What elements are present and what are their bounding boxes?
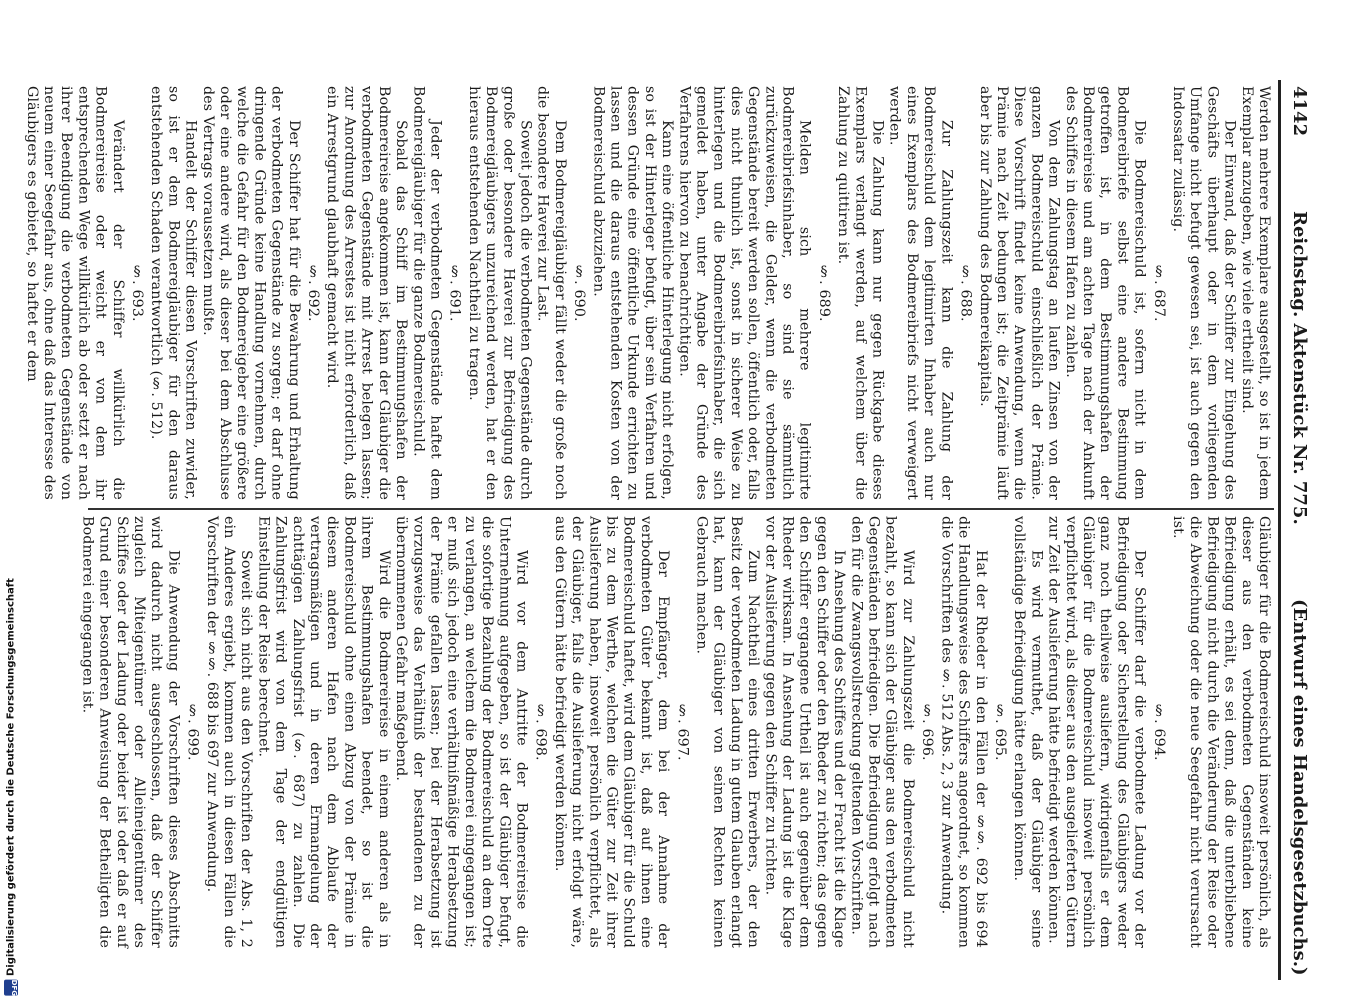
section-heading: §. 694. xyxy=(1150,703,1167,761)
paragraph: Die Bodmereischuld ist, sofern nicht in dem Bodmereibriefe selbst eine andere Bestimmung getroffen ist, in dem Bestimmungshafen der Bodmereireise und am achten Tage nach der Ankunft des Schiffes in diesem Hafen zu zahlen. xyxy=(1062,86,1148,500)
paragraph: Von dem Zahlungstag an laufen Zinsen von der ganzen Bodmereischuld einschließlich der Prämie. Diese Vorschrift findet keine Anwendung, wenn die Prämie nach Zeit bedungen ist; die Zeitprämie läuft aber bis zur Zahlung des Bodmereikapitals. xyxy=(976,86,1062,500)
paragraph: Wird vor dem Antritte der Bodmereireise die Unternehmung aufgegeben, so ist der Gläubiger befugt, die sofortige Bezahlung der Bodmereischuld an dem Orte zu verlangen, an welchem die Bodmerei eingegangen ist; er muß sich jedoch eine verhältnißmäßige Herabsetzung der Prämie gefallen lassen; bei der Herabsetzung ist vorzugsweise das Verhältniß der bestandenen zu der übernommenen Gefahr maßgebend. xyxy=(393,516,530,948)
digitization-credit xyxy=(2,577,20,996)
paragraph: In Ansehung des Schiffes und der Fracht ist die Klage gegen den Schiffer oder den Rheder zu richten; das gegen den Schiffer ergangene Urtheil ist auch gegenüber dem Rheder wirksam. In Ansehung der Ladung ist die Klage vor der Auslieferung gegen den Schiffer zu richten. xyxy=(762,516,848,948)
paragraph: Soweit sich nicht aus den Vorschriften der Abs. 1, 2 ein Anderes ergiebt, kommen auch in diesen Fällen die Vorschriften der §§. 688 bis 697 zur Anwendung. xyxy=(203,516,255,948)
section-heading: §. 687. xyxy=(1150,264,1167,322)
paragraph: Melden sich mehrere legitimirte Bodmereibriefsinhaber, so sind sie sämmtlich zurückzuweisen, die Gelder, wenn die verbodmeten Gegenstände bereit werden sollen, öffentlich oder, falls dies nicht thunlich ist, sonst in sicherer Weise zu hinterlegen und die Bodmereibriefsinhaber, die sich gemeldet haben, unter Angabe der Gründe des Verfahrens hiervon zu benachrichtigen. xyxy=(676,86,813,500)
section-heading: §. 688. xyxy=(957,264,974,322)
credit-text: Digitalisierung gefördert durch die Deutsche Forschungsgemeinschaft xyxy=(5,577,17,976)
section-heading: §. 692. xyxy=(305,264,322,322)
paragraph: Wird zur Zahlungszeit die Bodmereischuld nicht bezahlt, so kann sich der Gläubiger aus den verbodmeten Gegenständen befriedigen. Die Befriedigung erfolgt nach den für die Zwangsvollstreckung geltenden Vorschriften. xyxy=(848,516,916,948)
paragraph: Die Zahlung kann nur gegen Rückgabe dieses Exemplars verlangt werden, auf welchem über die Zahlung zu quittiren ist. xyxy=(835,86,886,500)
section-heading: §. 695. xyxy=(991,703,1008,761)
page-title: Reichstag. Aktenstück Nr. 775. xyxy=(1289,210,1310,525)
paragraph: Kann eine öffentliche Hinterlegung nicht erfolgen, so ist der Hinterleger befugt, über sein Verfahren und dessen Gründe eine öffentliche Urkunde errichten zu lassen und die daraus entstehenden Kosten von der Bodmereischuld abzuziehen. xyxy=(590,86,676,500)
section-heading: §. 696. xyxy=(919,703,936,761)
page-header xyxy=(1284,86,1310,976)
paragraph: Werden mehrere Exemplare ausgestellt, so ist in jedem Exemplar anzugeben, wie viele ertheilt sind. xyxy=(1238,86,1272,500)
paragraph: Hat der Rheder in den Fällen der §§. 692 bis 694 die Handlungsweise des Schiffers angeordnet, so kommen die Vorschriften des §. 512 Abs. 2, 3 zur Anwendung. xyxy=(938,516,989,948)
paragraph: Wird die Bodmereireise in einem anderen als in ihrem Bestimmungshafen beendet, so ist die Bodmereischuld ohne einen Abzug von der Prämie in diesem anderen Hafen nach dem Ablaufe der vertragsmäßigen und in deren Ermangelung der achttägigen Zahlungsfrist (§. 687) zu zahlen. Die Zahlungsfrist wird von dem Tage der endgültigen Einstellung der Reise berechnet. xyxy=(255,516,392,948)
section-heading: §. 690. xyxy=(571,264,588,322)
paragraph: Der Empfänger, dem bei der Annahme der verbodmeten Güter bekannt ist, daß auf ihnen eine Bodmereischuld haftet, wird dem Gläubiger für die Schuld bis zu dem Werthe, welchen die Güter zur Zeit ihrer Auslieferung haben, insoweit persönlich verpflichtet, als der Gläubiger, falls die Auslieferung nicht erfolgt wäre, aus den Gütern hätte befriedigt werden können. xyxy=(551,516,672,948)
paragraph: Zur Zahlungszeit kann die Zahlung der Bodmereischuld dem legitimirten Inhaber auch nur eines Exemplars des Bodmereibriefs nicht verweigert werden. xyxy=(886,86,955,500)
paragraph: Zum Nachtheil eines dritten Erwerbers, der den Besitz der verbodmeten Ladung in gutem Glauben erlangt hat, kann der Gläubiger von seinen Rechten keinen Gebrauch machen. xyxy=(693,516,762,948)
paragraph: Die Anwendung der Vorschriften dieses Abschnitts wird dadurch nicht ausgeschlossen, daß der Schiffer zugleich Miteigentümer oder Alleineigentümer des Schiffes oder der Ladung oder beider ist oder daß er auf Grund einer besonderen Anweisung der Betheiligten die Bodmerei eingegangen ist. xyxy=(79,516,182,948)
paragraph: Jeder der verbodmeten Gegenstände haftet dem Bodmereigläubiger für die ganze Bodmereischuld. xyxy=(410,86,444,500)
text-column-right xyxy=(79,516,1272,948)
paragraph: Der Schiffer hat für die Bewahrung und Erhaltung der verbodmeten Gegenstände zu sorgen; er darf ohne dringende Gründe keine Handlung vornehmen, durch welche die Gefahr für den Bodmereigeber eine größere oder eine andere wird, als dieser bei dem Abschlusse des Vertrags voraussetzen mußte. xyxy=(199,86,302,500)
section-heading: §. 691. xyxy=(446,264,463,322)
paragraph: Es wird vermuthet, daß der Gläubiger seine vollständige Befriedigung hätte erlangen können. xyxy=(1011,516,1045,948)
page-subtitle: (Entwurf eines Handelsgesetzbuchs.) xyxy=(1289,599,1310,976)
section-heading: §. 697. xyxy=(674,703,691,761)
section-heading: §. 689. xyxy=(815,264,832,322)
column-divider xyxy=(88,508,1274,510)
text-column-left xyxy=(23,86,1272,500)
header-rule xyxy=(1278,80,1281,980)
paragraph: Sobald das Schiff im Bestimmungshafen der Bodmereireise angekommen ist, kann der Gläubiger die verbodmeten Gegenstände mit Arrest belegen lassen; zur Anordnung des Arrestes ist nicht erforderlich, daß ein Arrestgrund glaubhaft gemacht wird. xyxy=(324,86,410,500)
page-number: 4142 xyxy=(1289,86,1310,137)
paragraph: Gläubiger für die Bodmereischuld insoweit persönlich, als dieser aus den verbodmeten Gegenständen keine Befriedigung erhält, es sei denn, daß die unterbliebene Befriedigung nicht durch die Veränderung der Reise oder die Abweichung oder die neue Seegefahr nicht verursacht ist. xyxy=(1169,516,1272,948)
paragraph: Handelt der Schiffer diesen Vorschriften zuwider, so ist er dem Bodmereigläubiger für den daraus entstehenden Schaden verantwortlich (§. 512). xyxy=(148,86,199,500)
section-heading: §. 693. xyxy=(129,264,145,322)
paragraph: Verändert der Schiffer willkürlich die Bodmereireise oder weicht er von dem ihr entsprechenden Wege willkürlich ab oder setzt er nach ihrer Beendigung die verbodmeten Gegenstände von neuem einer Seegefahr aus, ohne daß das Interesse des Gläubigers es gebietet, so haftet er dem xyxy=(23,86,126,500)
paragraph: Soweit jedoch die verbodmeten Gegenstände durch große oder besondere Haverei zur Befriedigung des Bodmereigläubigers unzureichend werden, hat er den hieraus entstehenden Nachtheil zu tragen. xyxy=(465,86,534,500)
paragraph: Der Schiffer darf die verbodmete Ladung vor der Befriedigung oder Sicherstellung des Gläubigers weder ganz noch theilweise ausliefern, widrigenfalls er dem Gläubiger für die Bodmereischuld insoweit persönlich verpflichtet wird, als dieser aus den ausgelieferten Gütern zur Zeit der Auslieferung hätte befriedigt werden können. xyxy=(1045,516,1148,948)
paragraph: Der Einwand, daß der Schiffer zur Eingehung des Geschäfts überhaupt oder in dem vorliegenden Umfange nicht befugt gewesen sei, ist auch gegen den Indossatar zulässig. xyxy=(1169,86,1238,500)
section-heading: §. 699. xyxy=(184,703,201,761)
section-heading: §. 698. xyxy=(532,703,549,761)
paragraph: Dem Bodmereigläubiger fällt weder die große noch die besondere Haverei zur Last. xyxy=(534,86,568,500)
dfg-logo: DFG xyxy=(4,980,18,996)
